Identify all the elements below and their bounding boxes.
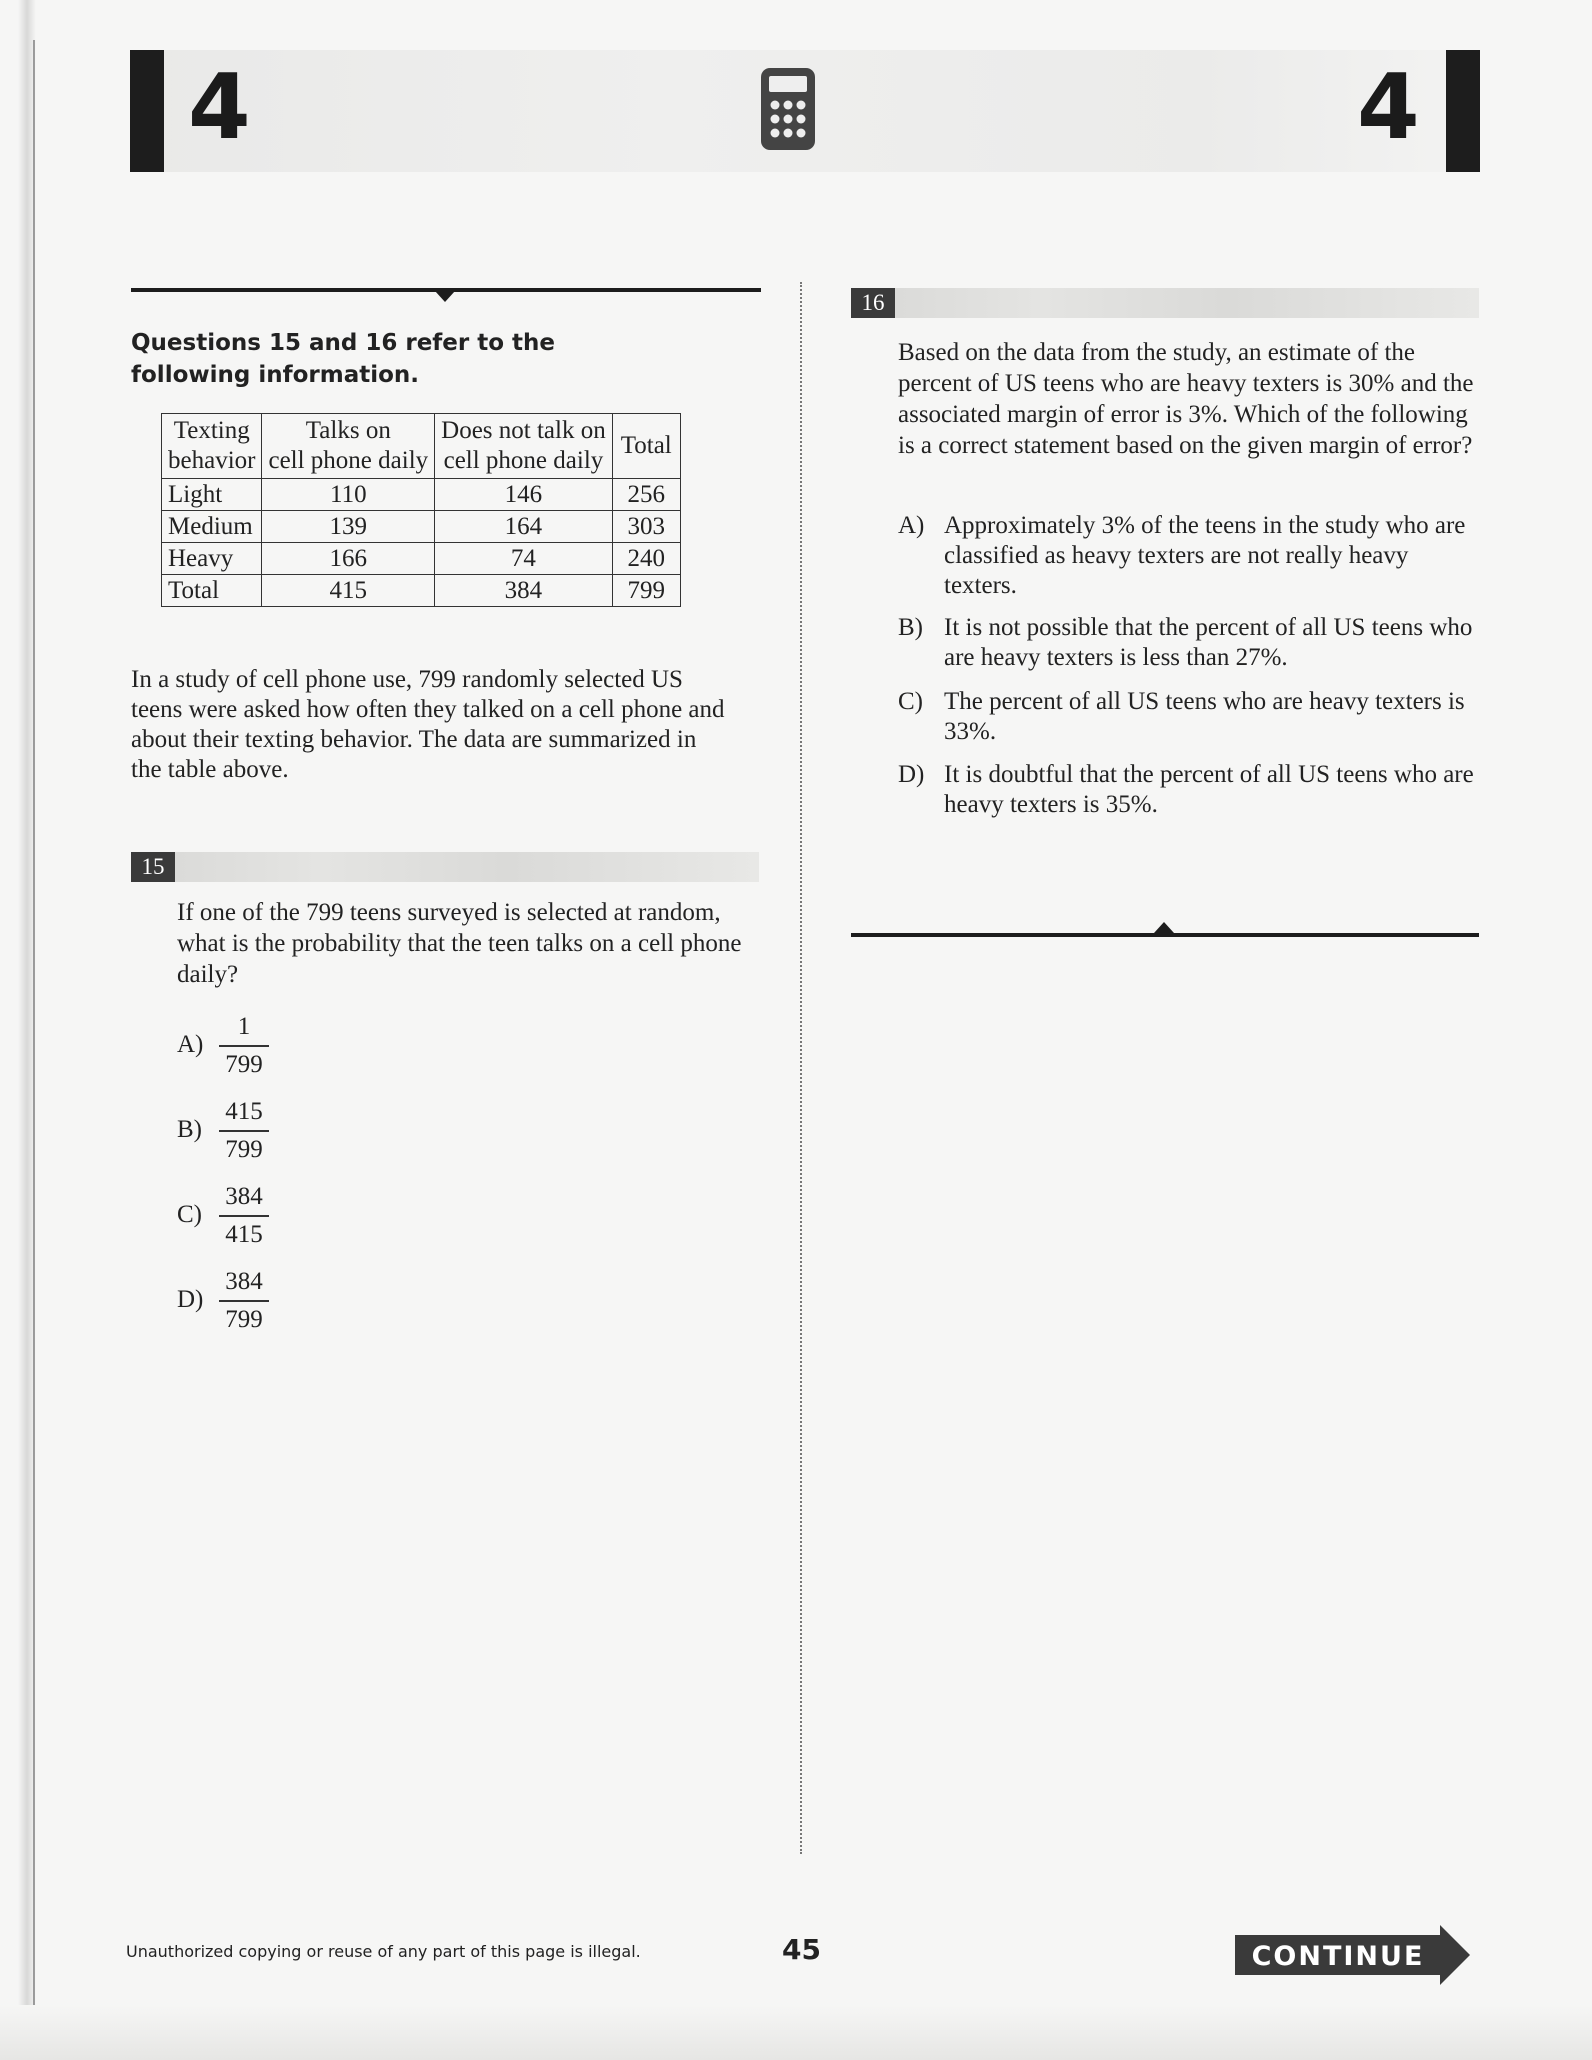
rule-arrow-up <box>1154 922 1174 933</box>
continue-label: CONTINUE <box>1251 1941 1425 1972</box>
copyright-note: Unauthorized copying or reuse of any part of this page is illegal. <box>126 1942 641 1961</box>
section-number-left: 4 <box>188 55 251 160</box>
choice-label: D) <box>177 1286 204 1313</box>
header-line: Does not talk on <box>441 417 606 444</box>
choice-text: The percent of all US teens who are heavy texters is 33%. <box>944 688 1465 745</box>
question-16-choice-c[interactable] <box>898 687 1488 751</box>
question-16-prompt: Based on the data from the study, an estimate of the percent of US teens who are heavy texters is 30% and the associated margin of error is 3%. Which of the following is a correct statement based on the given margin of error? <box>898 339 1474 459</box>
table-header-row <box>162 414 681 479</box>
header-line: cell phone daily <box>443 447 604 474</box>
choice-label: D) <box>898 761 925 788</box>
table-cell: 139 <box>262 511 435 543</box>
table-cell: 74 <box>435 543 613 575</box>
page-bottom-shadow <box>0 2005 1592 2060</box>
table-row <box>162 511 681 543</box>
choice-label: A) <box>177 1031 204 1058</box>
choice-label: A) <box>898 512 925 539</box>
table-cell: Heavy <box>162 543 262 575</box>
column-divider <box>800 282 802 1854</box>
question-15-prompt: If one of the 799 teens surveyed is selected at random, what is the probability that the teen talks on a cell phone daily? <box>177 899 742 988</box>
fraction-bar <box>219 1045 269 1047</box>
continue-arrow-banner <box>1235 1925 1471 1985</box>
question-16-choice-a[interactable] <box>898 511 1488 606</box>
fraction-bar <box>219 1130 269 1132</box>
table-header-cell <box>435 414 613 479</box>
table-cell: 146 <box>435 479 613 511</box>
table-cell: 164 <box>435 511 613 543</box>
table-cell: 415 <box>262 575 435 607</box>
fraction-bar <box>219 1300 269 1302</box>
fraction-numerator: 415 <box>225 1098 263 1125</box>
fraction-numerator: 384 <box>225 1183 263 1210</box>
section-number-right: 4 <box>1357 55 1420 160</box>
question-16-choice-d[interactable] <box>898 760 1488 824</box>
header-line: behavior <box>168 447 256 474</box>
table-cell: 256 <box>612 479 680 511</box>
page-number: 45 <box>782 1933 821 1966</box>
choice-fraction <box>219 1265 269 1337</box>
table-cell: 166 <box>262 543 435 575</box>
choice-text: Approximately 3% of the teens in the study who are classified as heavy texters are not really heavy texters. <box>944 512 1466 599</box>
table-cell: Light <box>162 479 262 511</box>
question-16-choice-b[interactable] <box>898 613 1488 677</box>
fraction-denominator: 799 <box>225 1050 263 1078</box>
rule-arrow-down <box>435 291 455 302</box>
table-row <box>162 575 681 607</box>
table-header-cell <box>262 414 435 479</box>
choice-fraction <box>219 1095 269 1167</box>
texting-data-table <box>161 413 681 607</box>
right-column-bottom-rule <box>851 933 1479 937</box>
question-15-header-bar <box>131 852 759 882</box>
choice-fraction <box>219 1010 269 1082</box>
question-16-header-bar <box>851 288 1479 318</box>
header-line: Texting <box>173 417 250 444</box>
table-cell: 110 <box>262 479 435 511</box>
header-line: cell phone daily <box>268 447 429 474</box>
choice-fraction <box>219 1180 269 1252</box>
question-number-16: 16 <box>851 288 895 318</box>
table-cell: 240 <box>612 543 680 575</box>
header-line: Talks on <box>305 417 391 444</box>
choice-label: B) <box>177 1116 202 1143</box>
table-cell: Medium <box>162 511 262 543</box>
table-cell: 303 <box>612 511 680 543</box>
calculator-icon <box>760 67 816 151</box>
choice-label: C) <box>177 1201 202 1228</box>
table-header-cell <box>612 414 680 479</box>
table-header-cell <box>162 414 262 479</box>
choice-label: B) <box>898 614 923 641</box>
header-line: Total <box>620 432 672 459</box>
choice-text: It is not possible that the percent of all US teens who are heavy texters is less than 27%. <box>944 614 1473 671</box>
table-row <box>162 543 681 575</box>
table-cell: 799 <box>612 575 680 607</box>
binding-edge <box>33 40 35 2010</box>
fraction-bar <box>219 1215 269 1217</box>
questions-intro: Questions 15 and 16 refer to the following information. <box>131 330 556 388</box>
table-row <box>162 479 681 511</box>
fraction-denominator: 799 <box>225 1305 263 1333</box>
fraction-denominator: 799 <box>225 1135 263 1163</box>
choice-label: C) <box>898 688 923 715</box>
fraction-numerator: 384 <box>225 1268 263 1295</box>
choice-text: It is doubtful that the percent of all US teens who are heavy texters is 35%. <box>944 761 1474 818</box>
section-marker-right <box>1446 50 1480 172</box>
study-description: In a study of cell phone use, 799 randomly selected US teens were asked how often they talked on a cell phone and about their texting behavior. The data are summarized in the table above. <box>131 666 725 783</box>
table-cell: 384 <box>435 575 613 607</box>
section-marker-left <box>130 50 164 172</box>
table-cell: Total <box>162 575 262 607</box>
question-number-15: 15 <box>131 852 175 882</box>
fraction-numerator: 1 <box>237 1013 251 1040</box>
fraction-denominator: 415 <box>225 1220 263 1248</box>
